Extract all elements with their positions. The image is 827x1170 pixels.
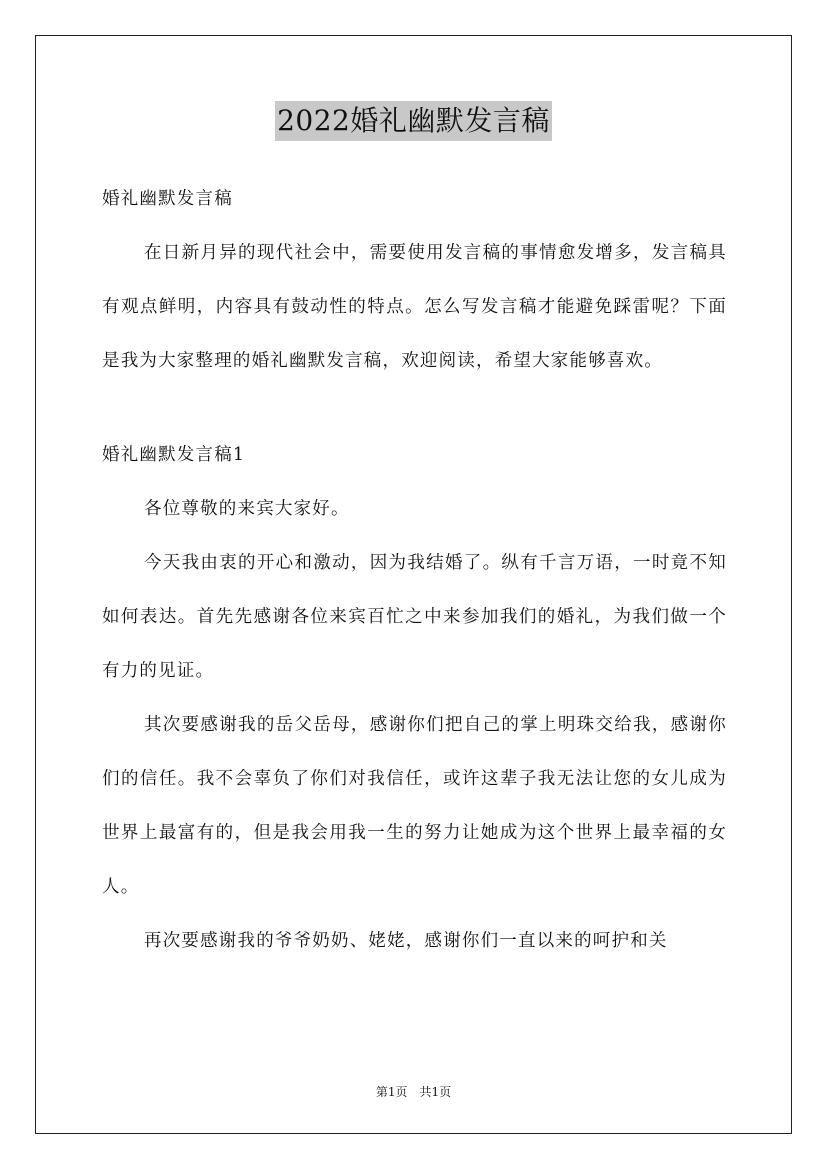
- body-paragraph: 各位尊敬的来宾大家好。: [144, 499, 350, 519]
- body-paragraph: 今天我由衷的开心和激动，因为我结婚了。纵有千言万语，一时竟不知如何表达。首先先感谢各位来宾百忙之中来参加我们的婚礼，为我们做一个有力的见证。: [102, 553, 727, 681]
- document-title: 2022婚礼幽默发言稿: [275, 101, 552, 141]
- document-title-wrapper: [0, 101, 827, 141]
- section-gap: [102, 388, 727, 428]
- section-subtitle: 婚礼幽默发言稿: [102, 189, 233, 209]
- intro-paragraph: 在日新月异的现代社会中，需要使用发言稿的事情愈发增多，发言稿具有观点鲜明，内容具有鼓动性的特点。怎么写发言稿才能避免踩雷呢？下面是我为大家整理的婚礼幽默发言稿，欢迎阅读，希望大家能够喜欢。: [102, 243, 727, 371]
- body-paragraph: 其次要感谢我的岳父岳母，感谢你们把自己的掌上明珠交给我，感谢你们的信任。我不会辜负了你们对我信任，或许这辈子我无法让您的女儿成为世界上最富有的，但是我会用我一生的努力让她成为这个世界上最幸福的女人。: [102, 715, 727, 897]
- document-body: [102, 172, 727, 968]
- page-footer: [0, 1084, 827, 1100]
- body-paragraph: 再次要感谢我的爷爷奶奶、姥姥，感谢你们一直以来的呵护和关: [144, 931, 668, 951]
- page-number: 第1页 共1页: [375, 1085, 452, 1099]
- section1-heading: 婚礼幽默发言稿1: [102, 445, 246, 465]
